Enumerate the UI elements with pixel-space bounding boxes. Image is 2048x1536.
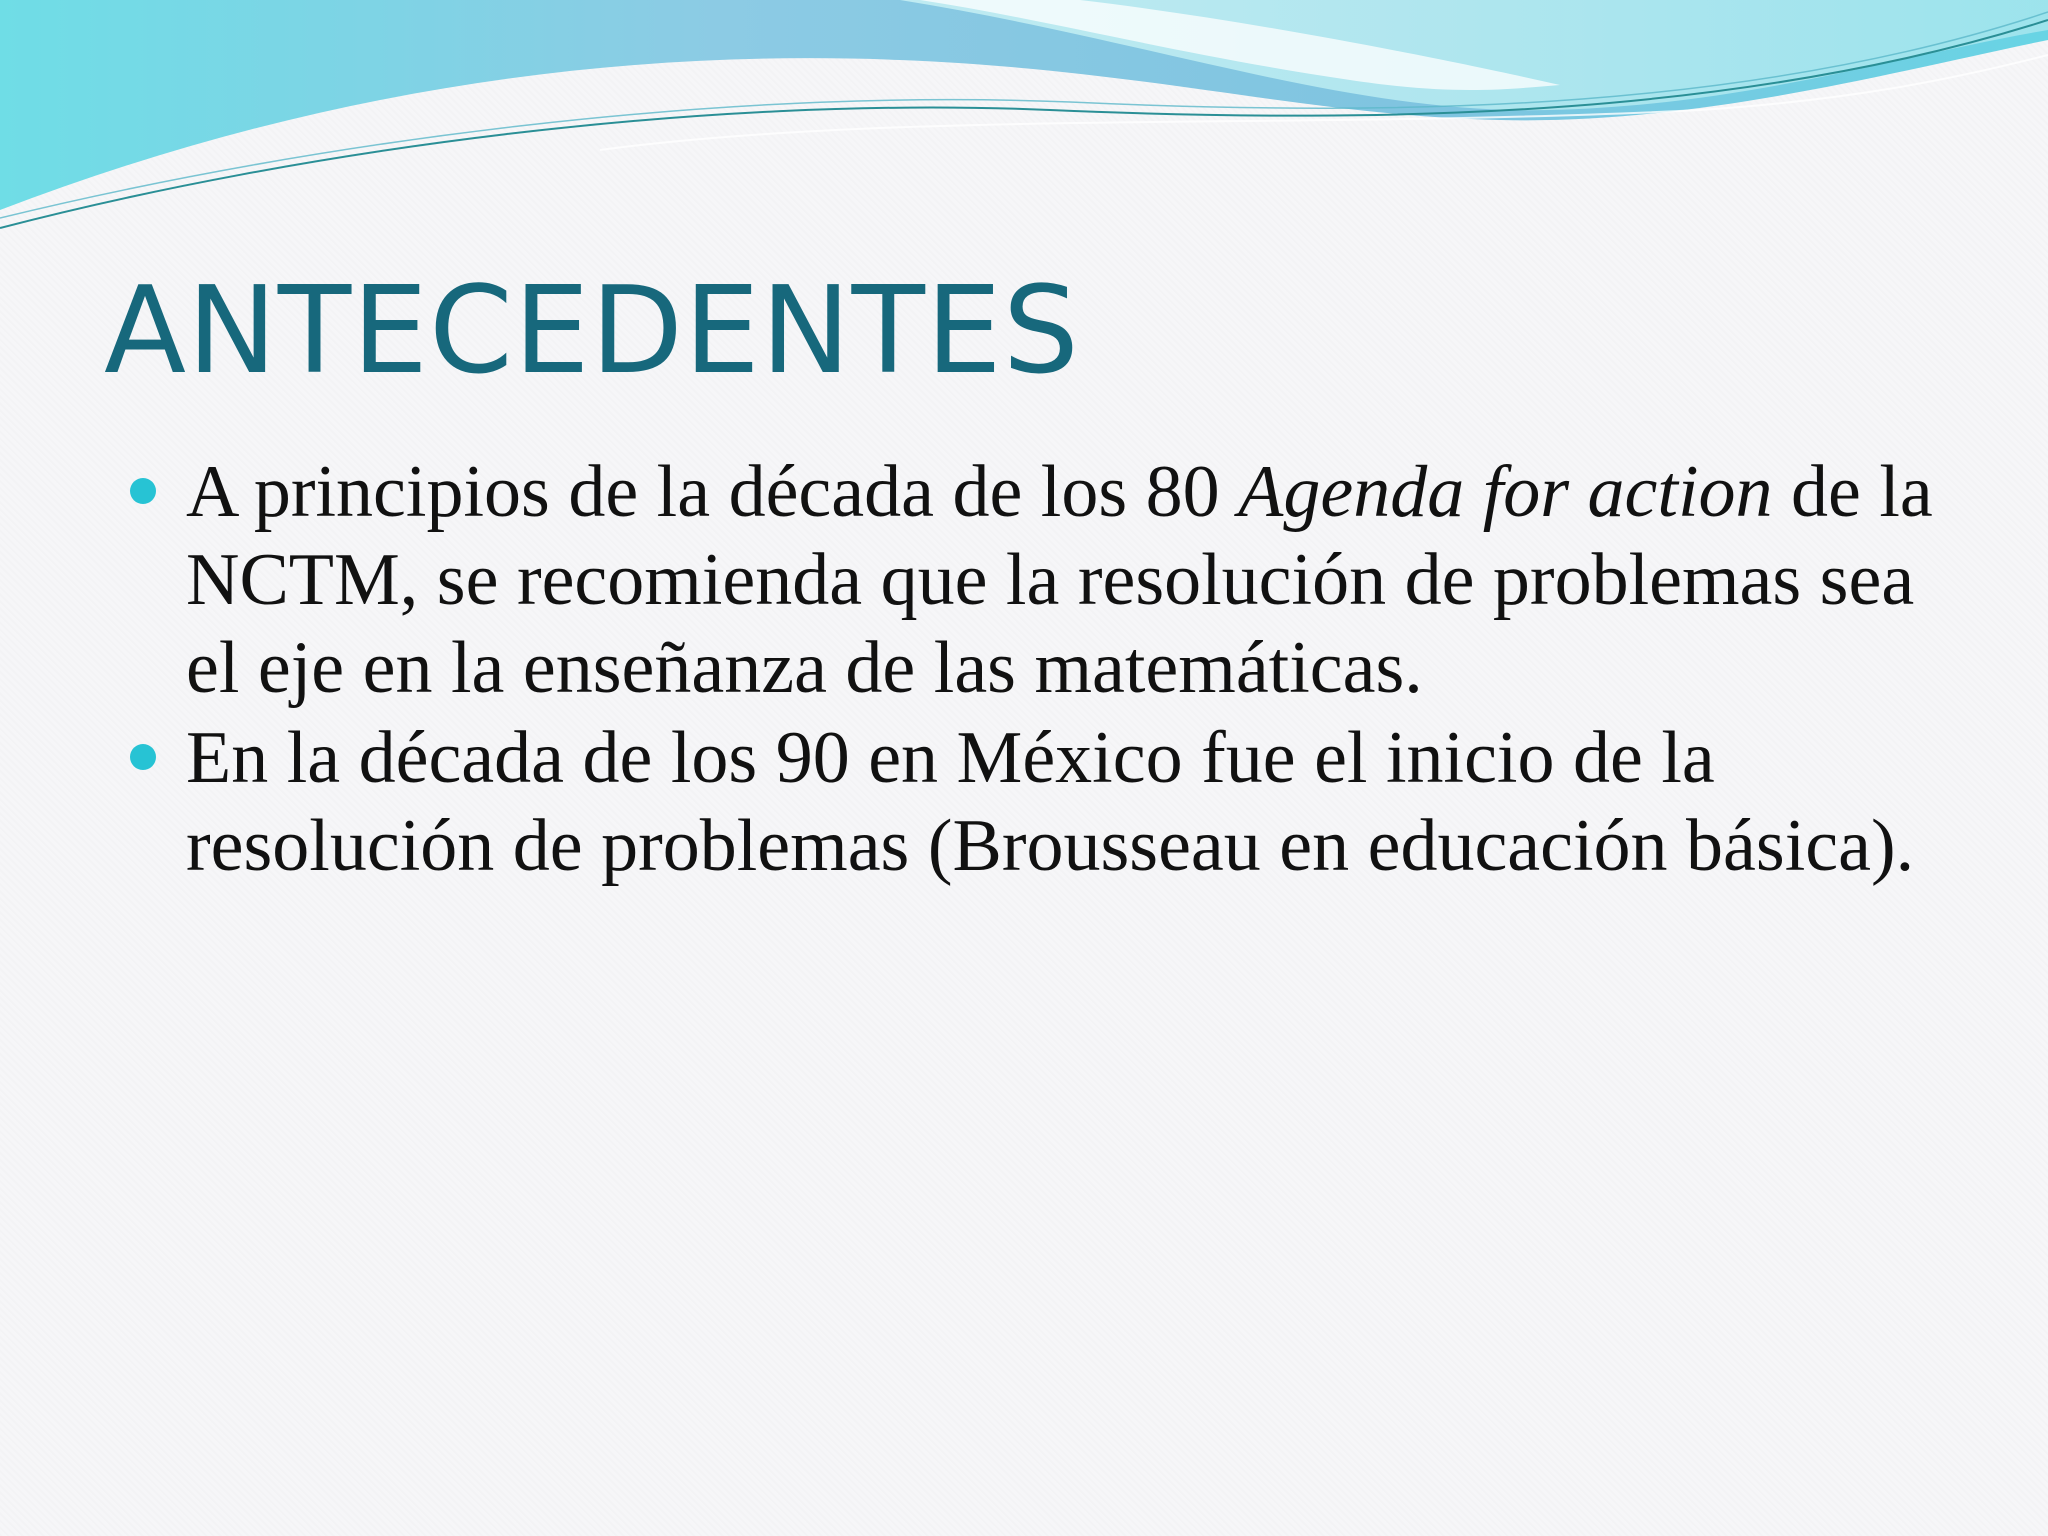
header-wave-decoration <box>0 0 2048 240</box>
bullet-item <box>130 448 1950 712</box>
bullet-list <box>130 448 1950 892</box>
bullet-dot-icon <box>130 478 156 504</box>
bullet-text-regular-after: de la NCTM, se recomienda que la resolución de problemas sea el eje en la enseñanza de las matemáticas. <box>186 451 1933 709</box>
bullet-dot-icon <box>130 744 156 770</box>
bullet-text-regular: A principios de la década de los 80 <box>186 451 1239 533</box>
bullet-text-italic: Agenda for action <box>1238 451 1773 533</box>
bullet-item <box>130 714 1950 890</box>
bullet-text <box>186 451 1933 709</box>
slide-title: ANTECEDENTES <box>104 262 1080 401</box>
bullet-text-regular: En la década de los 90 en México fue el inicio de la resolución de problemas (Brousseau en educación básica). <box>186 717 1915 887</box>
bullet-text <box>186 717 1914 887</box>
